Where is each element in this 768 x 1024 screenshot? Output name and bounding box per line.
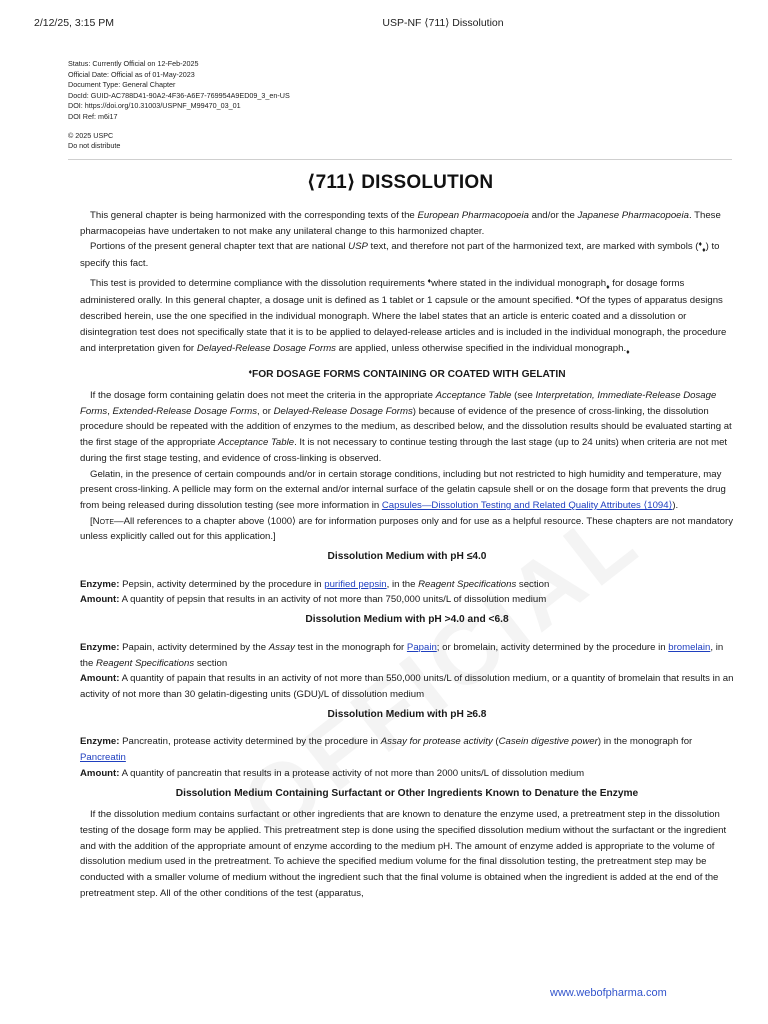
medium-ph-mid-heading: Dissolution Medium with pH >4.0 and <6.8: [305, 614, 509, 626]
open-diamond-icon: ♦: [575, 294, 580, 302]
docid-line: DocId: GUID-AC788D41-90A2-4F36-A6E7-769954A9ED09_3_en-US: [68, 90, 290, 100]
distribution-notice: Do not distribute: [68, 141, 121, 151]
note-paragraph: [Note—All references to a chapter above ⟨1000⟩ are for information purposes only and for use as a helpful resource. These chapters are not mandatory unless explicitly called out for this application.]: [80, 515, 733, 543]
doi-ref-line: DOI Ref: m6i17: [68, 111, 118, 121]
surfactant-paragraph: If the dissolution medium contains surfactant or other ingredients that are known to denature the enzyme used, a pretreatment step in the dissolution testing of the dosage form may be applied. This pretreatment step is done using the specified dissolution medium without the surfactant or the ingredient and with the addition of the appropriate amount of enzyme according to the medium pH. The amount of enzyme added is appropriate to the volume of dissolution medium used in the pretreatment. To achieve the specified medium volume for the final dissolution testing, the pretreatment step may be conducted with a smaller volume of medium without the ingredient such that the final volume is obtained when the ingredient is added at the end of the pretreatment step. All of the other conditions of the test (apparatus,: [80, 809, 727, 899]
print-title: USP-NF ⟨711⟩ Dissolution: [382, 17, 504, 29]
medium-ph-high-amount: Amount: A quantity of pancreatin that results in a protease activity of not more than 2000 units/L of dissolution medium: [80, 767, 585, 779]
gelatin-paragraph-crosslinking: If the dosage form containing gelatin does not meet the criteria in the appropriate Acceptance Table (see Interpretation, Immediate-Release Dosage Forms, Extended-Release Dosage Forms, or Delayed-Release Dosage Forms) because of evidence of the presence of cross-linking, the dissolution procedure should be repeated with the addition of enzymes to the medium, as described below, and the dissolution results should be evaluated starting at the first stage of the appropriate Acceptance Table. It is not necessary to continue testing through the last stage (up to 24 units) when criteria are not met during the first stage testing, and evidence of cross-linking is observed.: [80, 390, 732, 464]
chapter-body: [80, 208, 734, 901]
doi-line: DOI: https://doi.org/10.31003/USPNF_M99470_03_01: [68, 101, 241, 111]
close-diamond-icon: ♦: [702, 247, 706, 255]
close-diamond-icon: ♦: [626, 348, 630, 356]
medium-ph-high-heading: Dissolution Medium with pH ≥6.8: [327, 708, 487, 720]
status-spacer: [68, 123, 290, 131]
official-date-line: Official Date: Official as of 01-May-2023: [68, 69, 195, 79]
medium-ph-low-heading: Dissolution Medium with pH ≤4.0: [327, 551, 487, 563]
medium-ph-low-amount: Amount: A quantity of pepsin that results in an activity of not more than 750,000 units/L of dissolution medium: [80, 594, 547, 606]
medium-ph-mid-amount: Amount: A quantity of papain that results in an activity of not more than 550,000 units/L of dissolution medium, or a quantity of bromelain that results in an activity of not more than 30 gelatin-digesting units (GDU)/L of dissolution medium: [80, 673, 734, 700]
header-divider: [68, 159, 732, 160]
gelatin-paragraph-pellicle: Gelatin, in the presence of certain compounds and/or in certain storage conditions, including but not restricted to high humidity and temperature, may present cross-linking. A pellicle may form on the external and/or internal surface of the gelatin capsule shell or on the dosage form that prevents the drug from being released during dissolution testing (see more information in Capsules—Dissolution Testing and Related Quality Attributes ⟨1094⟩).: [80, 468, 726, 511]
chapter-title: ⟨711⟩ DISSOLUTION: [306, 172, 494, 193]
document-type-line: Document Type: General Chapter: [68, 80, 176, 90]
open-diamond-icon: ♦: [698, 241, 703, 249]
purified-pepsin-link[interactable]: purified pepsin: [324, 578, 387, 590]
document-status-block: [68, 59, 290, 152]
surfactant-heading: Dissolution Medium Containing Surfactant or Other Ingredients Known to Denature the Enzyme: [175, 787, 639, 799]
intro-paragraph-scope: This test is provided to determine compliance with the dissolution requirements ♦where stated in the individual monograph$_♦$ for dosage forms administered orally. In this general chapter, a dosage unit is defined as 1 tablet or 1 capsule or the amount specified. ♦Of the types of apparatus designs described herein, use the one specified in the individual monograph. Where the label states that an article is enteric coated and a dissolution or disintegration test does not specifically state that it is to be applied to delayed-release articles and is included in the individual monograph, the procedure and interpretation given for Delayed-Release Dosage Forms are applied, unless otherwise specified in the individual $monograph._♦$: [80, 277, 727, 356]
medium-ph-low-enzyme: Enzyme: Pepsin, activity determined by the procedure in purified pepsin, in the Reagent Specifications section: [80, 578, 550, 590]
capsules-dissolution-link[interactable]: Capsules—Dissolution Testing and Related Quality Attributes ⟨1094⟩: [381, 499, 673, 511]
open-diamond-icon: ♦: [248, 369, 253, 377]
note-label: Note: [92, 515, 114, 527]
pancreatin-link[interactable]: Pancreatin: [80, 752, 126, 764]
print-date: 2/12/25, 3:15 PM: [34, 17, 114, 29]
gelatin-section-heading: ♦FOR DOSAGE FORMS CONTAINING OR COATED WITH GELATIN: [248, 369, 566, 381]
medium-ph-high-enzyme: Enzyme: Pancreatin, protease activity determined by the procedure in Assay for protease activity (Casein digestive power) in the monograph for Pancreatin: [80, 736, 693, 764]
intro-paragraph-symbols: Portions of the present general chapter text that are national USP text, and therefore not part of the harmonized text, are marked with symbols $(^♦_♦)$ to specify this fact.: [80, 241, 720, 270]
close-diamond-icon: ♦: [606, 283, 610, 291]
open-diamond-icon: ♦: [427, 277, 432, 285]
status-line: Status: Currently Official on 12-Feb-2025: [68, 59, 199, 68]
medium-ph-mid-enzyme: Enzyme: Papain, activity determined by the Assay test in the monograph for Papain; or bromelain, activity determined by the procedure in bromelain, in the Reagent Specifications section: [80, 641, 724, 669]
copyright-line: © 2025 USPC: [68, 130, 114, 140]
intro-paragraph-harmonization: This general chapter is being harmonized with the corresponding texts of the European Pharmacopoeia and/or the Japanese Pharmacopoeia. These pharmacopeias have undertaken to not make any unilateral change to this harmonized chapter.: [80, 210, 721, 237]
website-link[interactable]: www.webofpharma.com: [550, 987, 667, 999]
bromelain-link[interactable]: bromelain: [668, 641, 711, 653]
papain-link[interactable]: Papain: [406, 641, 437, 653]
